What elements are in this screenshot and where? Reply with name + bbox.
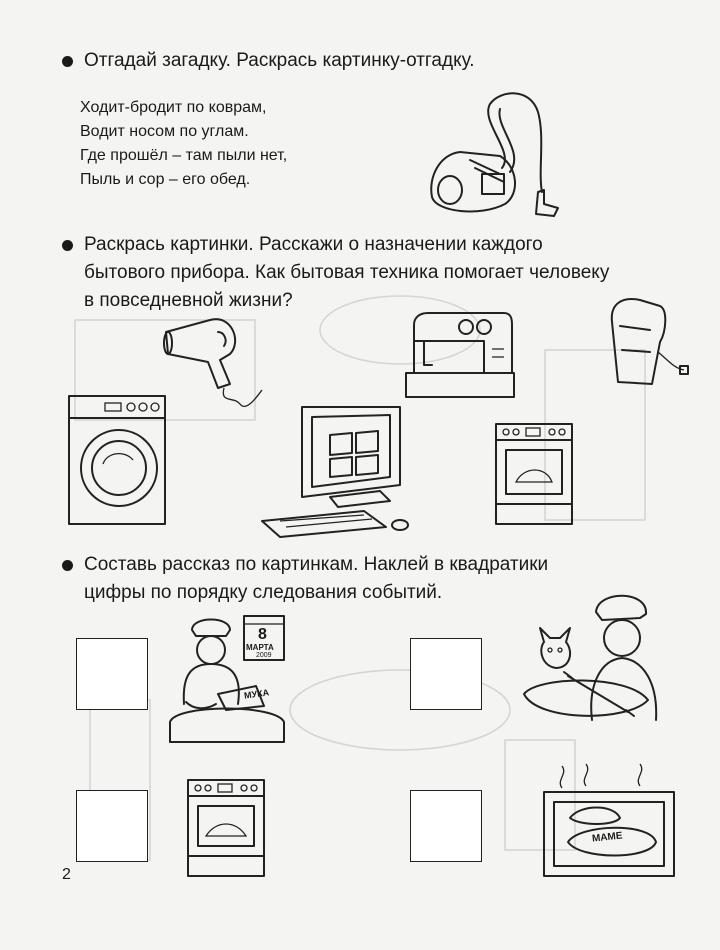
stove-with-cake-icon xyxy=(186,778,266,878)
calendar-number: 8 xyxy=(258,626,267,643)
riddle-line: Пыль и сор – его обед. xyxy=(80,171,251,188)
page-number: 2 xyxy=(62,866,71,883)
sticker-square-3[interactable] xyxy=(76,790,148,862)
hair-dryer-icon[interactable] xyxy=(160,312,270,412)
section2-instruction-line: в повседневной жизни? xyxy=(84,290,293,311)
stove-icon[interactable] xyxy=(494,422,574,526)
riddle-text xyxy=(80,96,287,192)
flour-bag-label: МУКА xyxy=(243,687,270,701)
sticker-square-1[interactable] xyxy=(76,638,148,710)
section1-instruction: Отгадай загадку. Раскрась картинку-отгадку. xyxy=(84,50,475,71)
sewing-machine-icon[interactable] xyxy=(404,305,519,400)
calendar-label: МАРТА xyxy=(246,643,274,652)
bullet-icon xyxy=(62,560,73,571)
boy-with-cat-illustration xyxy=(508,590,668,730)
computer-icon[interactable] xyxy=(260,405,410,540)
section3-instruction-line: Составь рассказ по картинкам. Наклей в квадратики xyxy=(84,554,549,575)
cake-label: МАМЕ xyxy=(591,830,624,845)
baking-tray-illustration xyxy=(540,764,680,880)
bullet-icon xyxy=(62,240,73,251)
section3-instruction-line: цифры по порядку следования событий. xyxy=(84,582,443,603)
riddle-line: Водит носом по углам. xyxy=(80,123,249,140)
iron-icon[interactable] xyxy=(600,292,690,392)
riddle-line: Где прошёл – там пыли нет, xyxy=(80,147,288,164)
washing-machine-icon[interactable] xyxy=(67,394,167,526)
bullet-icon xyxy=(62,56,73,67)
section2-instruction-line: бытового прибора. Как бытовая техника помогает человеку xyxy=(84,262,610,283)
riddle-line: Ходит-бродит по коврам, xyxy=(80,99,267,116)
section2-instruction-line: Раскрась картинки. Расскажи о назначении каждого xyxy=(84,234,543,255)
calendar-year: 2009 xyxy=(256,652,272,659)
section3-instruction xyxy=(84,551,548,607)
vacuum-cleaner-icon[interactable] xyxy=(420,82,570,232)
sticker-square-2[interactable] xyxy=(410,638,482,710)
section2-instruction xyxy=(84,231,609,315)
sticker-square-4[interactable] xyxy=(410,790,482,862)
